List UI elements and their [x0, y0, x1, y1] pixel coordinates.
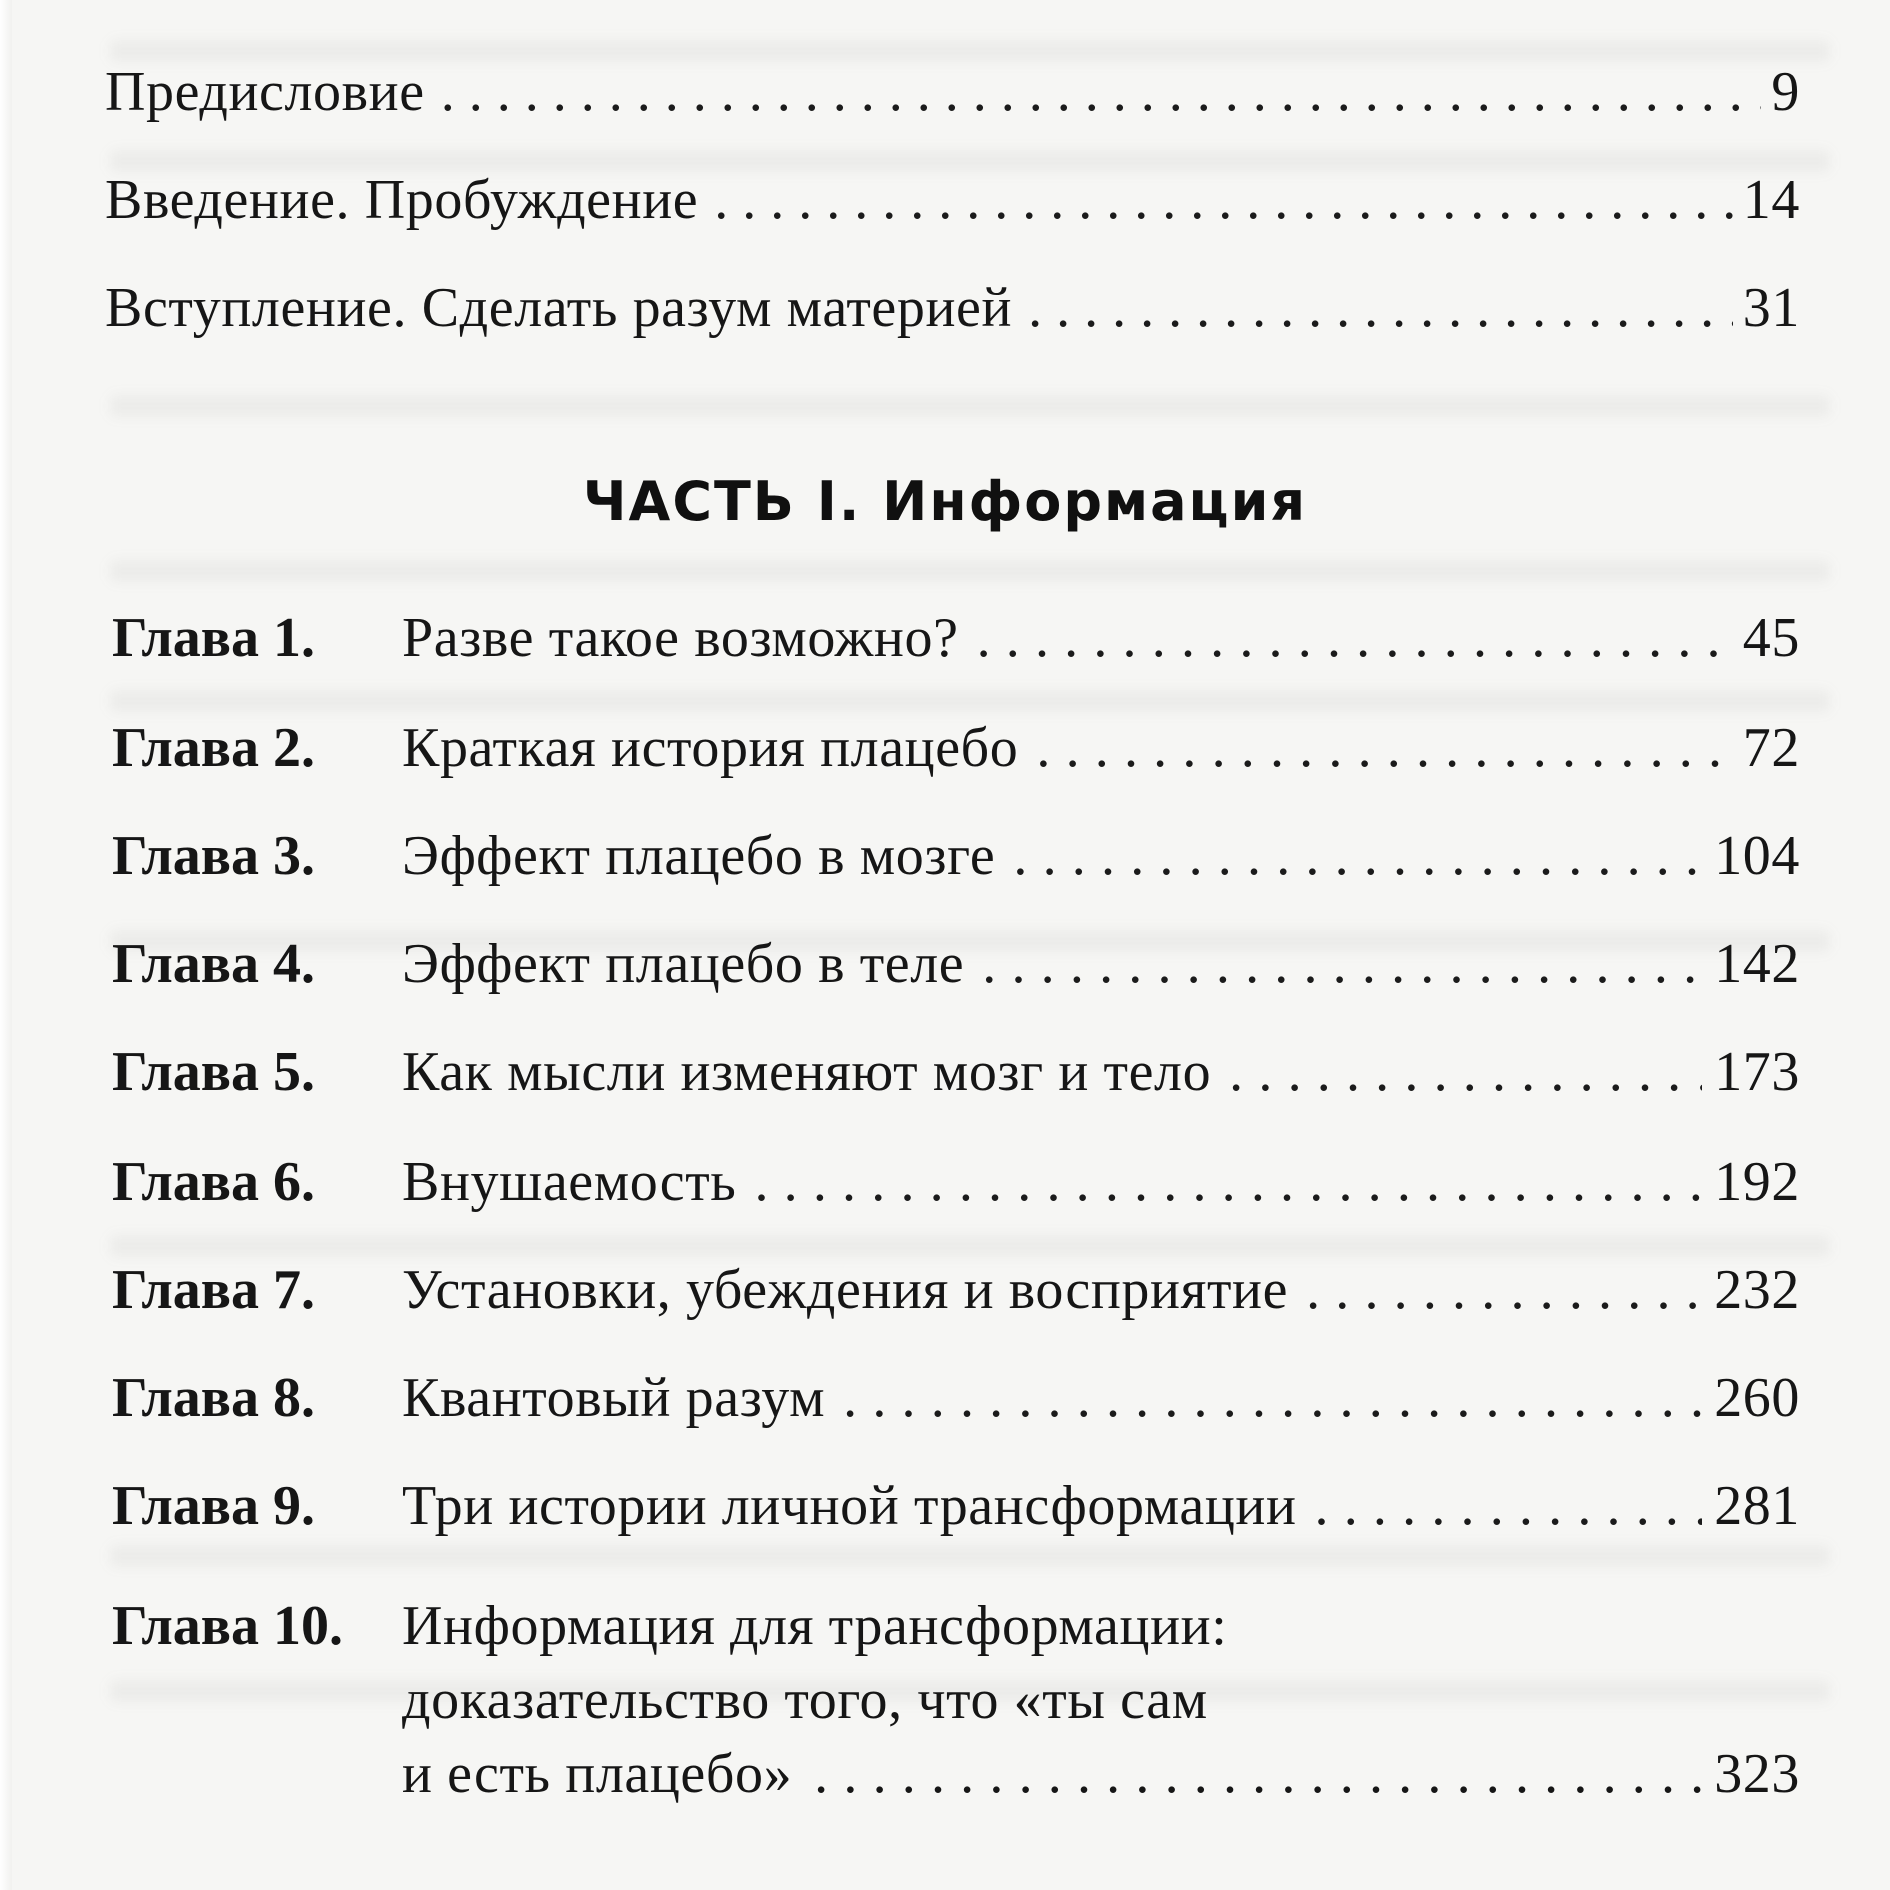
toc-entry-page: 14 — [1742, 169, 1800, 231]
toc-chapter-9[interactable] — [112, 1476, 1800, 1536]
chapter-page: 104 — [1714, 825, 1800, 887]
toc-chapter-8[interactable] — [112, 1368, 1800, 1428]
chapter-title: Установки, убеждения и восприятие — [402, 1259, 1289, 1321]
toc-entry-foreword[interactable] — [105, 278, 1800, 338]
bleed-through — [110, 1545, 1830, 1567]
chapter-number: Глава 4. — [112, 933, 315, 995]
toc-entry-title: Введение. Пробуждение — [105, 169, 699, 231]
chapter-page: 281 — [1714, 1475, 1800, 1537]
part-heading: ЧАСТЬ I. Информация — [582, 470, 1308, 533]
toc-chapter-7[interactable] — [112, 1260, 1800, 1320]
toc-chapter-1[interactable] — [112, 608, 1800, 668]
chapter-title-line: доказательство того, что «ты сам — [402, 1669, 1208, 1731]
dot-leader — [982, 934, 1702, 994]
toc-entry-title: Вступление. Сделать разум материей — [105, 277, 1013, 339]
chapter-number: Глава 8. — [112, 1367, 315, 1429]
chapter-page: 232 — [1714, 1259, 1800, 1321]
bleed-through — [110, 690, 1830, 712]
dot-leader — [977, 608, 1731, 668]
toc-entry-introduction[interactable] — [105, 170, 1800, 230]
chapter-title-line: и есть плацебо» — [402, 1743, 793, 1805]
dot-leader — [441, 62, 1762, 122]
dot-leader — [843, 1368, 1702, 1428]
bleed-through — [110, 395, 1830, 417]
toc-chapter-10[interactable] — [112, 1592, 1800, 1808]
bleed-through — [110, 560, 1830, 582]
dot-leader — [1036, 718, 1730, 778]
chapter-title: Квантовый разум — [402, 1367, 826, 1429]
toc-entry-page: 9 — [1771, 61, 1800, 123]
bleed-through — [110, 1235, 1830, 1257]
chapter-title: Эффект плацебо в теле — [402, 933, 965, 995]
chapter-page: 323 — [1714, 1743, 1800, 1805]
chapter-page: 192 — [1714, 1151, 1800, 1213]
chapter-number: Глава 10. — [112, 1595, 343, 1657]
chapter-title: Три истории личной трансформации — [402, 1475, 1297, 1537]
toc-chapter-6[interactable] — [112, 1152, 1800, 1212]
chapter-title-last-line — [402, 1740, 1800, 1808]
bleed-through — [110, 40, 1830, 62]
dot-leader — [1315, 1476, 1703, 1536]
chapter-number: Глава 6. — [112, 1151, 315, 1213]
chapter-page: 45 — [1742, 607, 1800, 669]
page-edge — [0, 0, 12, 1890]
dot-leader — [714, 170, 1733, 230]
dot-leader — [1229, 1042, 1702, 1102]
chapter-title: Как мысли изменяют мозг и тело — [402, 1041, 1212, 1103]
chapter-page: 173 — [1714, 1041, 1800, 1103]
dot-leader — [754, 1152, 1702, 1212]
dot-leader — [1028, 278, 1733, 338]
chapter-number: Глава 7. — [112, 1259, 315, 1321]
chapter-number: Глава 9. — [112, 1475, 315, 1537]
chapter-number: Глава 2. — [112, 717, 315, 779]
chapter-number: Глава 3. — [112, 825, 315, 887]
dot-leader — [1013, 826, 1702, 886]
toc-entry-page: 31 — [1742, 277, 1800, 339]
chapter-title: Разве такое возможно? — [402, 607, 959, 669]
chapter-page: 72 — [1742, 717, 1800, 779]
toc-chapter-4[interactable] — [112, 934, 1800, 994]
chapter-page: 260 — [1714, 1367, 1800, 1429]
toc-entry-preface[interactable] — [105, 62, 1800, 122]
chapter-title: Краткая история плацебо — [402, 717, 1019, 779]
dot-leader — [1306, 1260, 1702, 1320]
toc-entry-title: Предисловие — [105, 61, 425, 123]
chapter-title: Внушаемость — [402, 1151, 737, 1213]
chapter-title-block — [402, 1592, 1800, 1808]
chapter-title: Эффект плацебо в мозге — [402, 825, 996, 887]
chapter-title-line: Информация для трансформации: — [402, 1595, 1228, 1657]
toc-chapter-3[interactable] — [112, 826, 1800, 886]
chapter-number: Глава 5. — [112, 1041, 315, 1103]
chapter-page: 142 — [1714, 933, 1800, 995]
dot-leader — [814, 1740, 1702, 1808]
chapter-number: Глава 1. — [112, 607, 315, 669]
toc-chapter-5[interactable] — [112, 1042, 1800, 1102]
toc-chapter-2[interactable] — [112, 718, 1800, 778]
